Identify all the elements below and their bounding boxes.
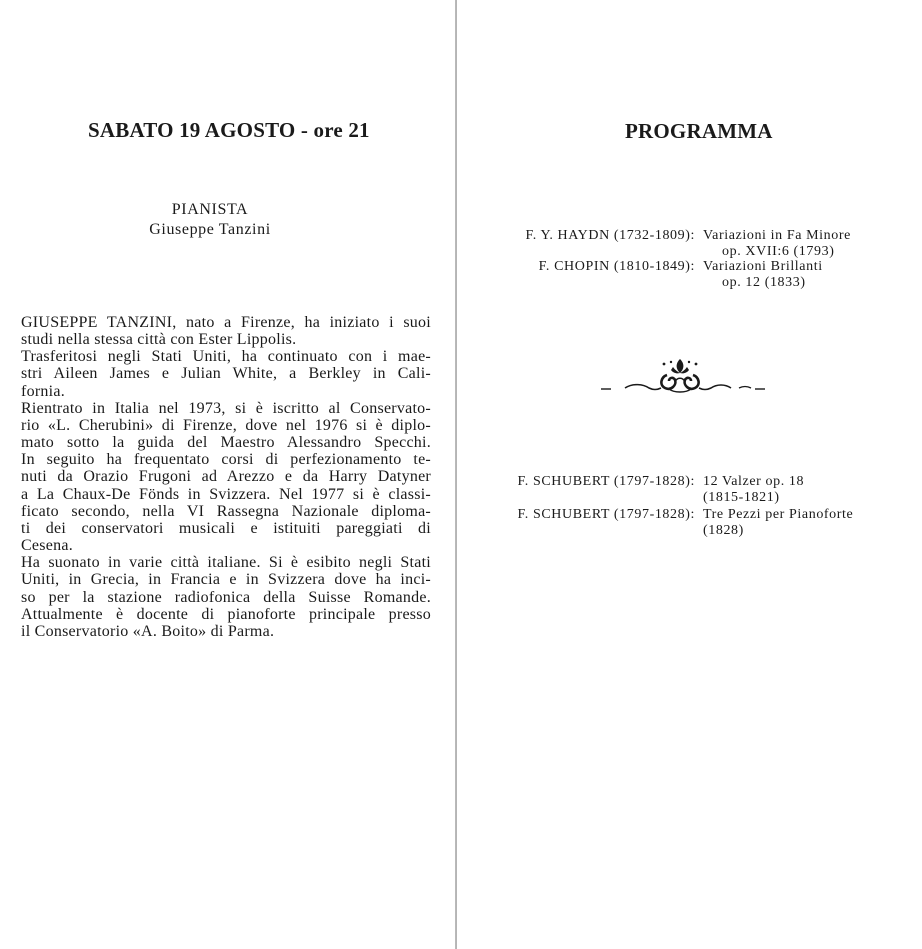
bio-line: GIUSEPPE TANZINI, nato a Firenze, ha iniziato i suoi	[21, 314, 431, 331]
bio-line: fornia.	[21, 382, 65, 400]
bio-line: In seguito ha frequentato corsi di perfezionamento te-	[21, 451, 431, 469]
program-part-two	[457, 474, 922, 538]
program-part-one	[457, 228, 922, 292]
bio-line: ti dei conservatori musicali e istituiti pareggiati di	[21, 519, 431, 537]
biography	[21, 314, 431, 640]
bio-line: ficato secondo, nella VI Rassegna Nazionale diploma-	[21, 502, 431, 520]
bio-line: Uniti, in Grecia, in Francia e in Svizzera dove ha inci-	[21, 571, 431, 589]
work-catalogue: op. 12 (1833)	[722, 274, 806, 290]
program-heading: PROGRAMMA	[625, 119, 773, 143]
work-title: 12 Valzer op. 18	[703, 474, 805, 489]
left-page	[0, 0, 455, 949]
work-title: Variazioni Brillanti	[703, 259, 823, 274]
work-catalogue: (1815-1821)	[703, 489, 780, 505]
bio-line: Cesena.	[21, 537, 73, 555]
performer-block	[100, 200, 320, 240]
work-title: Tre Pezzi per Pianoforte	[703, 507, 854, 522]
bio-line: rio «L. Cherubini» di Firenze, dove nel 1976 si è diplo-	[21, 416, 431, 434]
bio-line: Trasferitosi negli Stati Uniti, ha continuato con i mae-	[21, 348, 431, 366]
work-catalogue: op. XVII:6 (1793)	[722, 243, 835, 259]
concert-date-heading: SABATO 19 AGOSTO - ore 21	[88, 118, 370, 142]
bio-line: il Conservatorio «A. Boito» di Parma.	[21, 622, 275, 640]
work-catalogue: (1828)	[703, 522, 744, 538]
floral-divider-ornament-icon	[589, 355, 767, 400]
composer-label: F. CHOPIN (1810-1849):	[538, 259, 695, 274]
bio-line: nuti da Orazio Frugoni ad Arezzo e da Harry Datyner	[21, 468, 431, 486]
bio-line: so per la stazione radiofonica della Suisse Romande.	[21, 588, 431, 606]
performer-role: PIANISTA	[171, 201, 249, 218]
work-title: Variazioni in Fa Minore	[703, 228, 851, 243]
bio-line: Rientrato in Italia nel 1973, si è iscritto al Conservato-	[21, 399, 431, 417]
composer-label: F. SCHUBERT (1797-1828):	[517, 474, 695, 489]
bio-line: Attualmente è docente di pianoforte principale presso	[21, 605, 431, 623]
performer-name: Giuseppe Tanzini	[149, 221, 271, 238]
right-page	[457, 0, 922, 949]
bio-line: studi nella stessa città con Ester Lippolis.	[21, 331, 297, 349]
composer-label: F. Y. HAYDN (1732-1809):	[525, 228, 695, 243]
bio-line: a La Chaux-De Fönds in Svizzera. Nel 1977 si è classi-	[21, 485, 431, 503]
composer-label: F. SCHUBERT (1797-1828):	[517, 507, 695, 522]
bio-line: stri Aileen James e Julian White, a Berkley in Cali-	[21, 365, 431, 383]
bio-line: Ha suonato in varie città italiane. Si è esibito negli Stati	[21, 554, 431, 572]
bio-line: mato sotto la guida del Maestro Alessandro Specchi.	[21, 434, 431, 452]
